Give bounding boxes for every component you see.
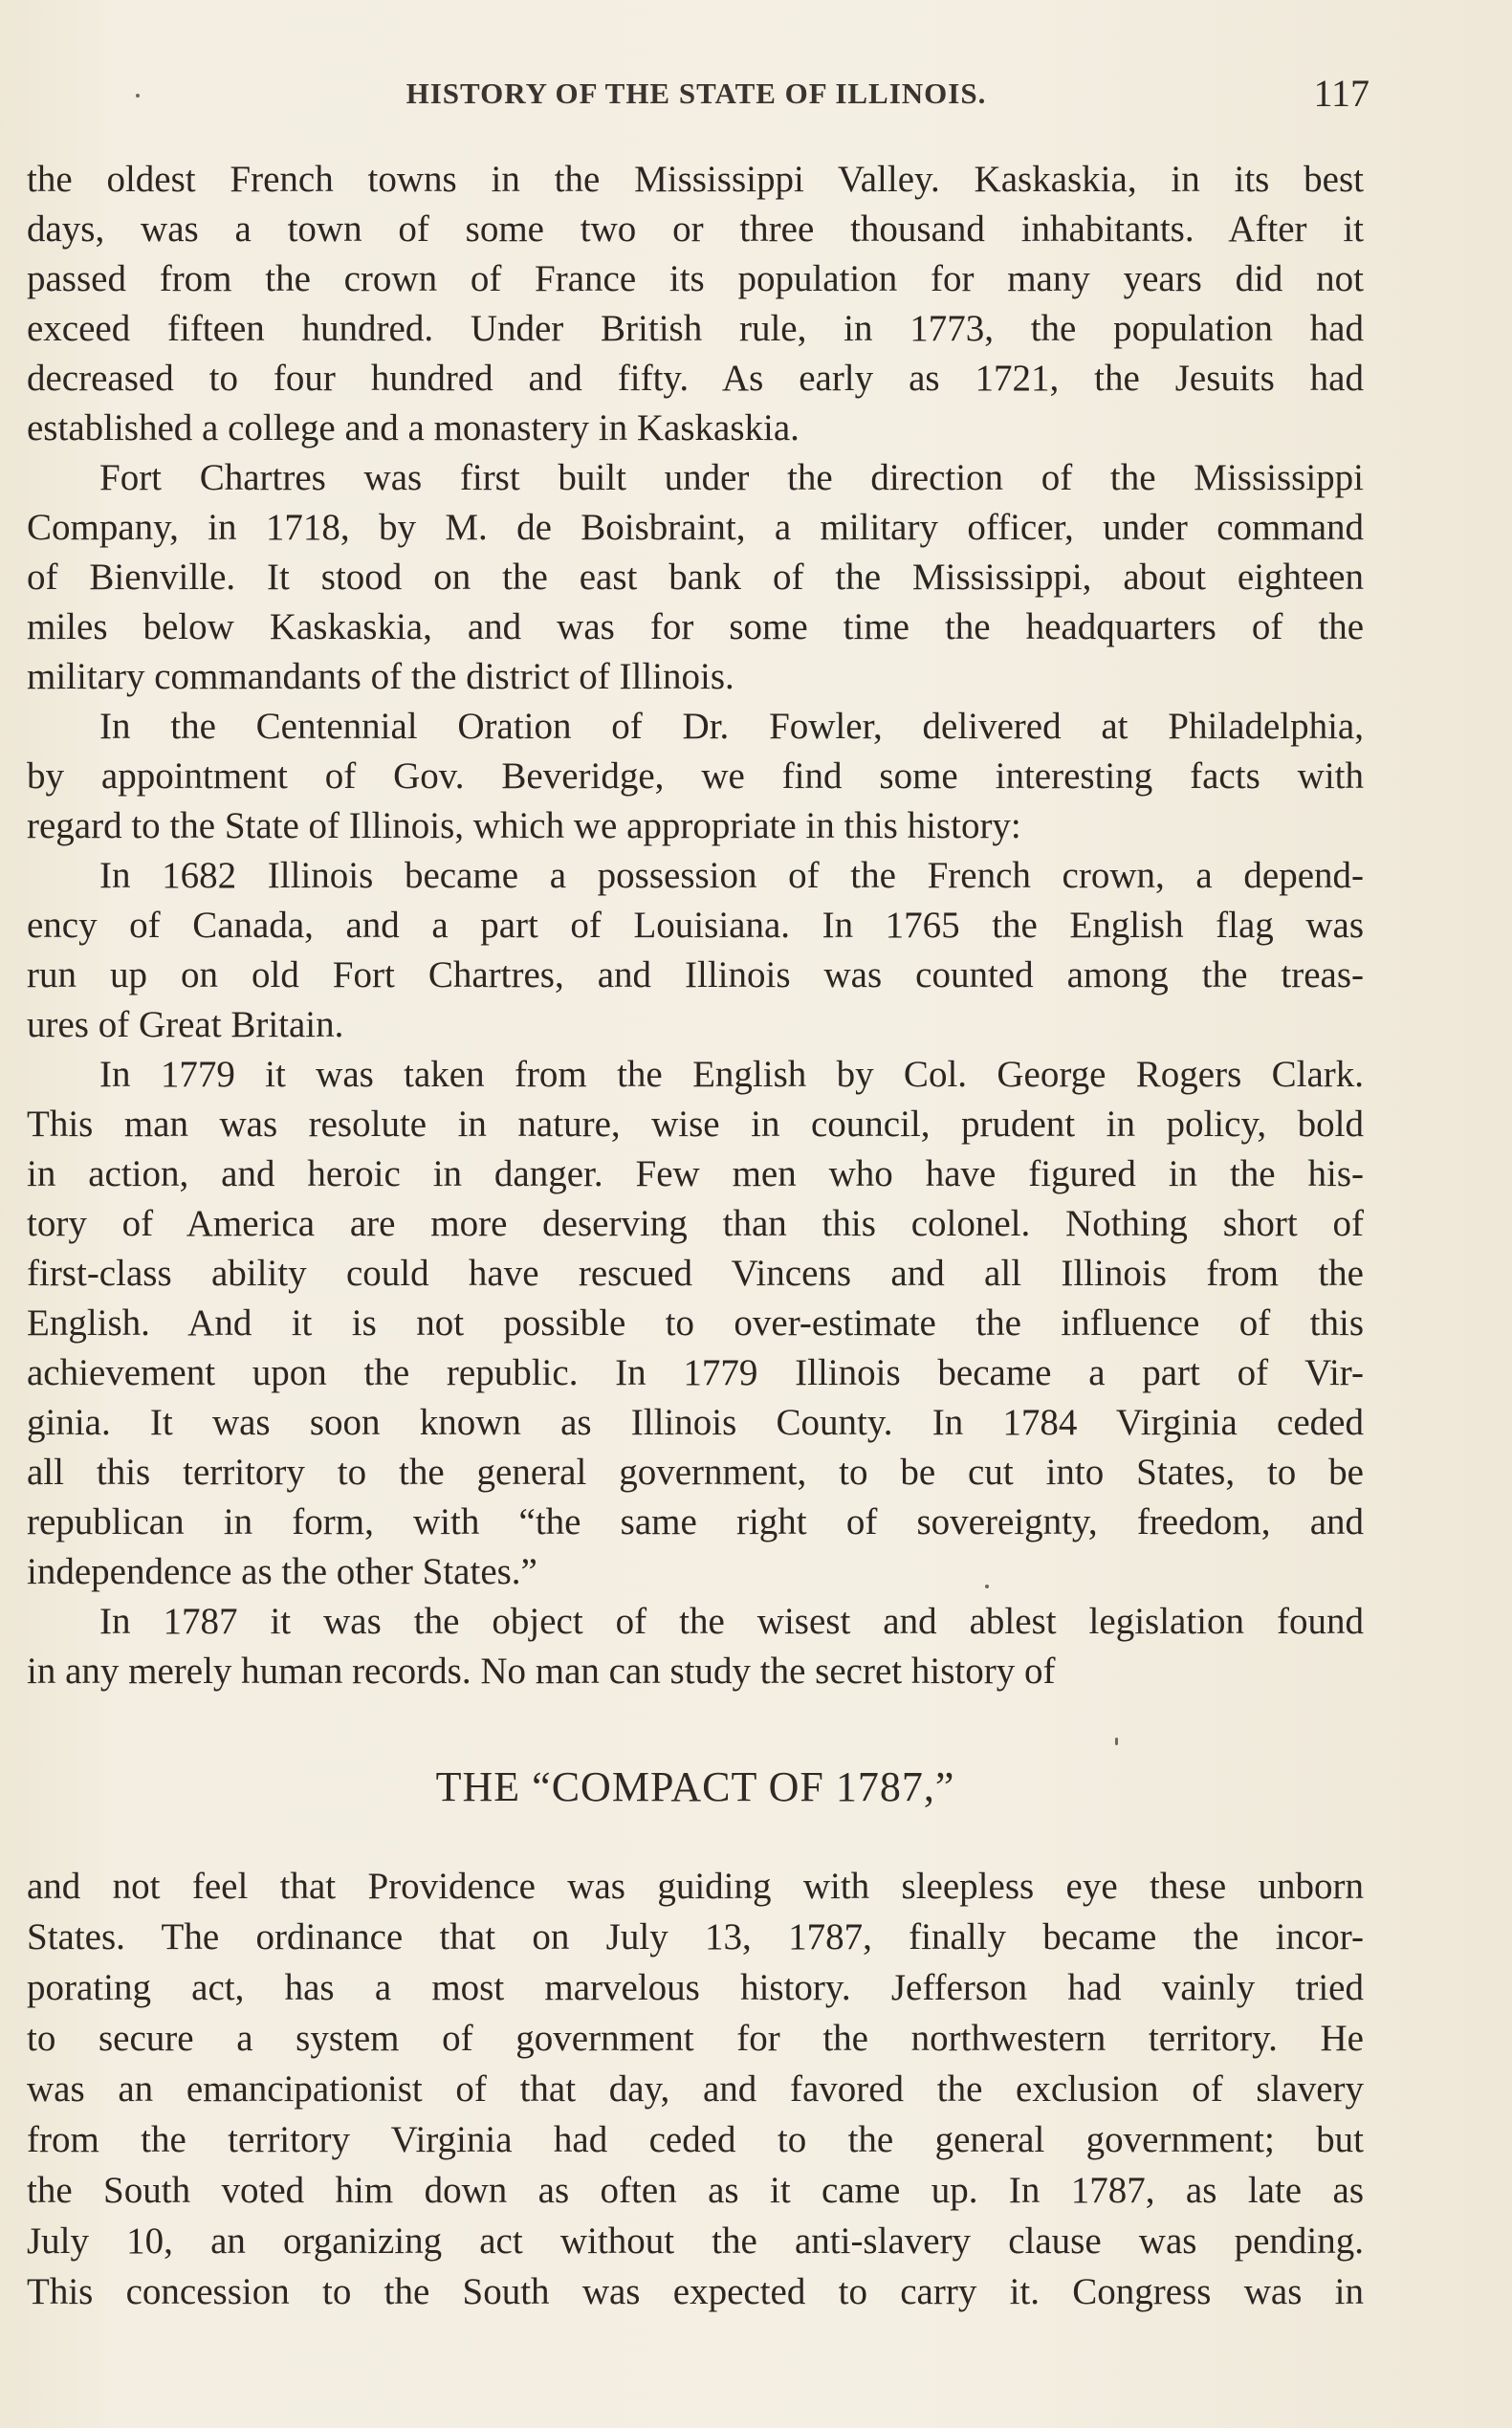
text-line: run up on old Fort Chartres, and Illinois was counted among the treas- [27,954,1364,995]
text-line: by appointment of Gov. Beveridge, we find some interesting facts with [27,755,1364,797]
text-line: exceed fifteen hundred. Under British rule, in 1773, the population had [27,308,1364,349]
text-line: military commandants of the district of Illinois. [27,656,734,697]
text-line: established a college and a monastery in Kaskaskia. [27,407,800,448]
paper-speck [985,1585,989,1588]
text-line: passed from the crown of France its population for many years did not [27,258,1364,299]
text-line: ginia. It was soon known as Illinois County. In 1784 Virginia ceded [27,1402,1364,1443]
text-line: regard to the State of Illinois, which we appropriate in this history: [27,805,1021,846]
text-line: tory of America are more deserving than this colonel. Nothing short of [27,1203,1364,1244]
page-number: 117 [1313,72,1370,115]
text-line: and not feel that Providence was guiding with sleepless eye these unborn [27,1866,1364,1907]
text-line: the oldest French towns in the Mississippi Valley. Kaskaskia, in its best [27,159,1364,200]
page-header [27,71,1370,119]
text-line: from the territory Virginia had ceded to the general government; but [27,2119,1364,2160]
text-line: In 1787 it was the object of the wisest and ablest legislation found [99,1601,1364,1642]
text-line: In 1682 Illinois became a possession of the French crown, a depend- [99,855,1364,896]
text-line: first-class ability could have rescued Vincens and all Illinois from the [27,1253,1364,1294]
text-line: English. And it is not possible to over-estimate the influence of this [27,1302,1364,1344]
text-line: the South voted him down as often as it came up. In 1787, as late as [27,2170,1364,2211]
text-line: In the Centennial Oration of Dr. Fowler, delivered at Philadelphia, [99,706,1364,747]
text-line: achievement upon the republic. In 1779 Illinois became a part of Vir- [27,1352,1364,1393]
text-line: in action, and heroic in danger. Few men who have figured in the his- [27,1153,1364,1194]
text-line: ency of Canada, and a part of Louisiana. In 1765 the English flag was [27,905,1364,946]
text-line: decreased to four hundred and fifty. As early as 1721, the Jesuits had [27,358,1364,399]
text-line: States. The ordinance that on July 13, 1787, finally became the incor- [27,1916,1364,1958]
text-line: Company, in 1718, by M. de Boisbraint, a military officer, under command [27,507,1364,548]
text-line: of Bienville. It stood on the east bank of the Mississippi, about eighteen [27,557,1364,598]
text-line: porating act, has a most marvelous history. Jefferson had vainly tried [27,1967,1364,2008]
text-line: In 1779 it was taken from the English by Col. George Rogers Clark. [99,1054,1364,1095]
text-line: July 10, an organizing act without the anti-slavery clause was pending. [27,2220,1364,2262]
running-head: HISTORY OF THE STATE OF ILLINOIS. [405,77,987,110]
text-line: miles below Kaskaskia, and was for some time the headquarters of the [27,606,1364,647]
text-line: republican in form, with “the same right of sovereignty, freedom, and [27,1501,1364,1542]
text-line: was an emancipationist of that day, and favored the exclusion of slavery [27,2068,1364,2110]
text-line: This concession to the South was expected to carry it. Congress was in [27,2271,1364,2312]
text-line: ures of Great Britain. [27,1004,344,1045]
text-line: in any merely human records. No man can study the secret history of [27,1651,1056,1692]
body-text-top [27,155,1364,1696]
paper-speck [136,94,140,98]
text-line: Fort Chartres was first built under the direction of the Mississippi [99,457,1364,498]
text-line: days, was a town of some two or three thousand inhabitants. After it [27,208,1364,250]
paper-speck [1115,1738,1118,1745]
section-heading: THE “COMPACT OF 1787,” [435,1763,955,1810]
text-line: This man was resolute in nature, wise in council, prudent in policy, bold [27,1104,1364,1145]
text-line: to secure a system of government for the northwestern territory. He [27,2018,1364,2059]
body-text-bottom [27,1861,1364,2317]
text-line: all this territory to the general government, to be cut into States, to be [27,1452,1364,1493]
text-line: independence as the other States.” [27,1551,537,1592]
